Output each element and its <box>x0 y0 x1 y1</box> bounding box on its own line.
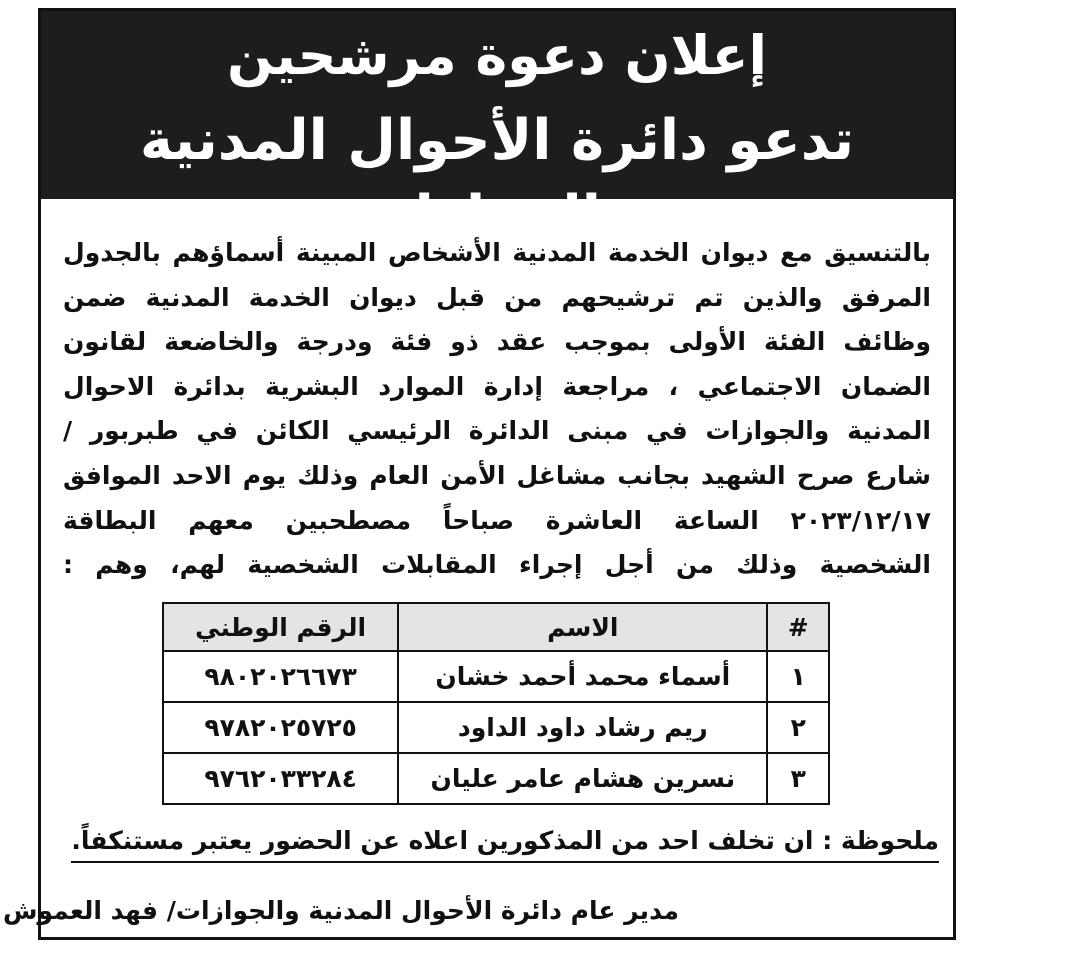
header-number: # <box>767 603 829 651</box>
candidate-name: أسماء محمد أحمد خشان <box>398 651 767 702</box>
row-number: ٣ <box>767 753 829 804</box>
body-line: بالتنسيق مع ديوان الخدمة المدنية الأشخاص المبينة أسماؤهم بالجدول <box>63 238 931 267</box>
row-number: ١ <box>767 651 829 702</box>
candidate-name: نسرين هشام عامر عليان <box>398 753 767 804</box>
table-header-row <box>163 603 829 651</box>
announcement-body <box>63 231 931 588</box>
body-line: الضمان الاجتماعي ، مراجعة إدارة الموارد البشرية بدائرة الاحوال <box>63 371 931 401</box>
announcement-header <box>41 11 953 249</box>
table-row <box>163 651 829 702</box>
national-id: ٩٧٨٢٠٢٥٧٢٥ <box>163 702 398 753</box>
announcement-frame <box>2 8 956 940</box>
body-line: الشخصية وذلك من أجل إجراء المقابلات الشخصية لهم، وهم : <box>63 550 931 580</box>
header-name: الاسم <box>398 603 767 651</box>
body-line: وظائف الفئة الأولى بموجب عقد ذو فئة ودرجة والخاضعة لقانون <box>63 327 931 357</box>
table-row <box>163 702 829 753</box>
body-line: شارع صرح الشهيد بجانب مشاغل الأمن العام وذلك يوم الاحد الموافق <box>63 460 931 490</box>
announcement-subtitle: تدعو دائرة الأحوال المدنية والجوازات <box>139 108 855 249</box>
candidate-name: ريم رشاد داود الداود <box>398 702 767 753</box>
body-line: المدنية والجوازات في مبنى الدائرة الرئيسي الكائن في طبربور / <box>63 416 931 446</box>
national-id: ٩٧٦٢٠٣٣٢٨٤ <box>163 753 398 804</box>
signature-line: مدير عام دائرة الأحوال المدنية والجوازات/ فهد العموش <box>2 896 679 925</box>
table-row <box>163 753 829 804</box>
body-line: المرفق والذين تم ترشيحهم من قبل ديوان الخدمة المدنية ضمن <box>63 282 931 312</box>
body-line: ٢٠٢٣/١٢/١٧ الساعة العاشرة صباحاً مصطحبين معهم البطاقة <box>63 505 931 535</box>
announcement-title: إعلان دعوة مرشحين <box>226 24 768 87</box>
national-id: ٩٨٠٢٠٢٦٦٧٣ <box>163 651 398 702</box>
candidates-table <box>162 602 830 805</box>
row-number: ٢ <box>767 702 829 753</box>
attendance-note: ملحوظة : ان تخلف احد من المذكورين اعلاه عن الحضور يعتبر مستنكفاً. <box>71 821 939 863</box>
header-national-id: الرقم الوطني <box>163 603 398 651</box>
